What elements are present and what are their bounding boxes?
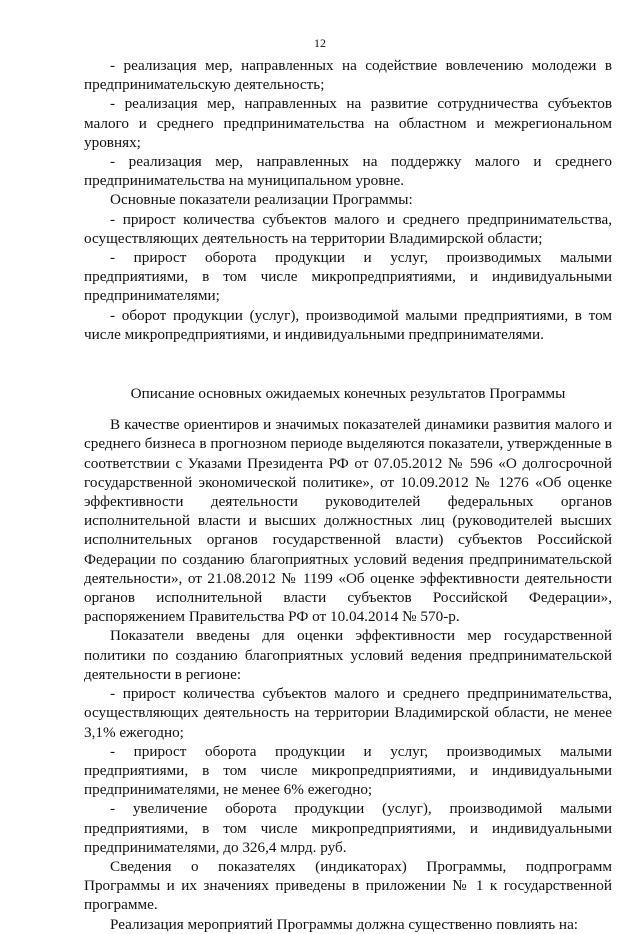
target-item-turnover-growth: - прирост оборота продукции и услуг, производимых малыми предприятиями, в том числе микропредприятиями, и индивидуальными предпринимателями, не менее 6% ежегодно; (84, 742, 612, 799)
body-paragraph-appendix: Сведения о показателях (индикаторах) Программы, подпрограмм Программы и их значениях приведены в приложении № 1 к государственной программе. (84, 857, 612, 914)
target-item-subjects: - прирост количества субъектов малого и среднего предпринимательства, осуществляющих деятельность на территории Владимирской области, не менее 3,1% ежегодно; (84, 685, 612, 741)
body-paragraph-benchmarks: В качестве ориентиров и значимых показателей динамики развития малого и среднего бизнеса в прогнозном периоде выделяются показатели, утвержденные в соответствии с Указами Президента РФ от 07.05.2012 № 596 «О долгосрочной государственной экономической политике», от 10.09.2012 № 1276 «Об оценке эффективности деятельности руководителей федеральных органов исполнительной власти и высших должностных лиц (руководителей высших исполнительных органов государственной власти) субъектов Российской Федерации по созданию благоприятных условий ведения предпринимательской деятельности», от 21.08.2012 № 1199 «Об оценке эффективности деятельности органов исполнительной власти субъектов Российской Федерации», распоряжением Правительства РФ от 10.04.2014 № 570-р. (84, 416, 612, 626)
indicators-heading: Основные показатели реализации Программы: (110, 191, 413, 209)
page-number: 12 (314, 36, 326, 50)
intro-item-cooperation: - реализация мер, направленных на развитие сотрудничества субъектов малого и среднего предпринимательства на областном и межрегиональном уровнях; (84, 95, 612, 151)
indicator-item-turnover-growth: - прирост оборота продукции и услуг, производимых малыми предприятиями, в том числе микропредприятиями, и индивидуальными предпринимателями; (84, 249, 612, 305)
indicator-item-turnover: - оборот продукции (услуг), производимой малыми предприятиями, в том числе микропредприятиями, и индивидуальными предпринимателями. (84, 306, 612, 343)
target-item-turnover-volume: - увеличение оборота продукции (услуг), производимой малыми предприятиями, в том числе микропредприятиями, и индивидуальными предпринимателями, до 326,4 млрд. руб. (84, 800, 612, 856)
intro-item-youth: - реализация мер, направленных на содействие вовлечению молодежи в предпринимательскую деятельность; (84, 57, 612, 94)
indicator-item-subjects: - прирост количества субъектов малого и среднего предпринимательства, осуществляющих деятельность на территории Владимирской области; (84, 210, 612, 247)
section-title: Описание основных ожидаемых конечных результатов Программы (130, 385, 566, 403)
intro-item-municipal: - реализация мер, направленных на поддержку малого и среднего предпринимательства на муниципальном уровне. (84, 153, 612, 190)
body-paragraph-evaluation: Показатели введены для оценки эффективности мер государственной политики по созданию благоприятных условий ведения предпринимательской деятельности в регионе: (84, 627, 612, 683)
body-paragraph-impact: Реализация мероприятий Программы должна существенно повлиять на: (110, 915, 579, 933)
